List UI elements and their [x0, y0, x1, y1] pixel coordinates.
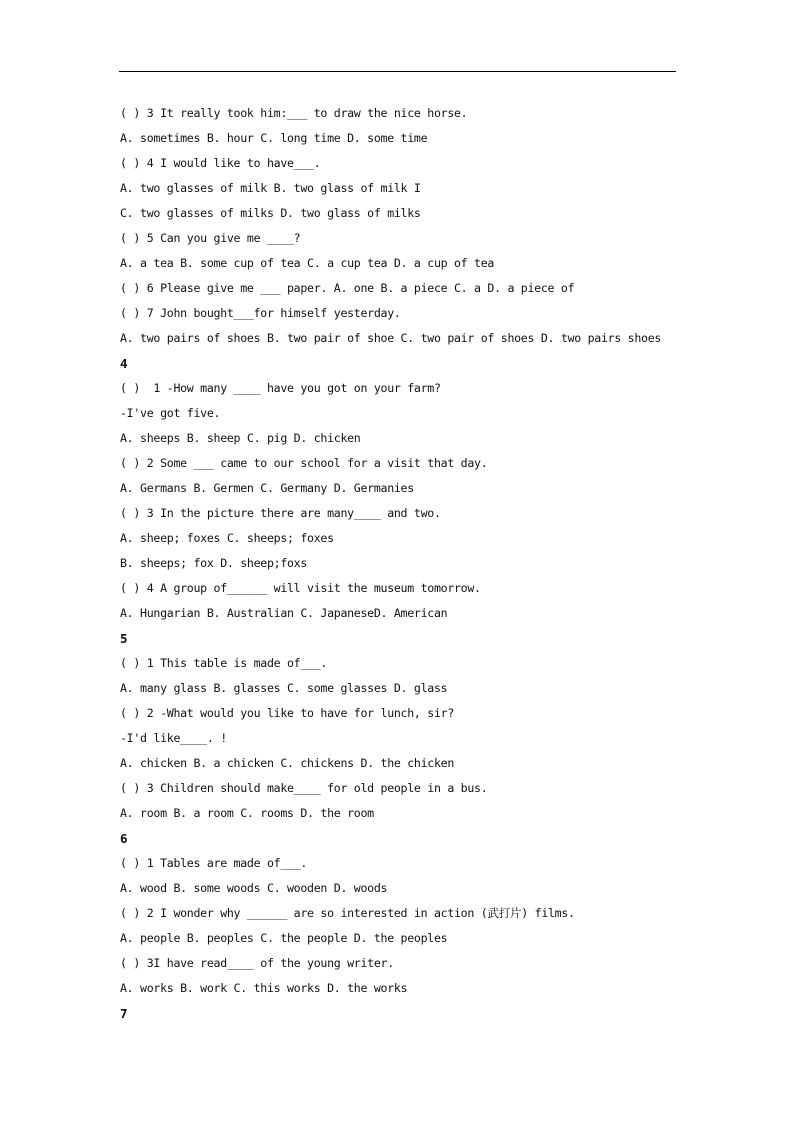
options-line: A. sometimes B. hour C. long time D. some time: [120, 131, 428, 145]
options-line: A. wood B. some woods C. wooden D. woods: [120, 881, 388, 895]
options-line: A. sheeps B. sheep C. pig D. chicken: [120, 431, 361, 445]
worksheet-content: [120, 101, 700, 1026]
options-line: A. Hungarian B. Australian C. JapaneseD. American: [120, 606, 448, 620]
options-line: A. two glasses of milk B. two glass of milk I: [120, 181, 421, 195]
question-line: ( ) 1 This table is made of___.: [120, 656, 328, 670]
section-number: 6: [120, 831, 128, 846]
options-line: A. a tea B. some cup of tea C. a cup tea D. a cup of tea: [120, 256, 495, 270]
options-line: A. chicken B. a chicken C. chickens D. the chicken: [120, 756, 455, 770]
options-line: A. people B. peoples C. the people D. the peoples: [120, 931, 448, 945]
options-line: C. two glasses of milks D. two glass of milks: [120, 206, 421, 220]
question-line: ( ) 6 Please give me ___ paper. A. one B. a piece C. a D. a piece of: [120, 281, 575, 295]
question-line: ( ) 1 -How many ____ have you got on your farm?: [120, 381, 441, 395]
section-number: 4: [120, 356, 128, 371]
options-line: A. two pairs of shoes B. two pair of shoe C. two pair of shoes D. two pairs shoes: [120, 331, 662, 345]
header-rule: [119, 71, 676, 72]
options-line: A. room B. a room C. rooms D. the room: [120, 806, 374, 820]
options-line: A. works B. work C. this works D. the works: [120, 981, 408, 995]
question-line: ( ) 2 Some ___ came to our school for a visit that day.: [120, 456, 488, 470]
options-line: A. Germans B. Germen C. Germany D. Germanies: [120, 481, 414, 495]
question-line: ( ) 4 I would like to have___.: [120, 156, 321, 170]
options-line: A. sheep; foxes C. sheeps; foxes: [120, 531, 334, 545]
question-line: ( ) 7 John bought___for himself yesterday.: [120, 306, 401, 320]
section-number: 5: [120, 631, 128, 646]
question-line: ( ) 2 -What would you like to have for lunch, sir?: [120, 706, 455, 720]
question-line: ( ) 3 It really took him:___ to draw the nice horse.: [120, 106, 468, 120]
answer-line: -I've got five.: [120, 406, 221, 420]
question-line: ( ) 2 I wonder why ______ are so interested in action (武打片) films.: [120, 906, 575, 920]
question-line: ( ) 1 Tables are made of___.: [120, 856, 308, 870]
question-line: ( ) 4 A group of______ will visit the museum tomorrow.: [120, 581, 481, 595]
question-line: ( ) 5 Can you give me ____?: [120, 231, 301, 245]
options-line: B. sheeps; fox D. sheep;foxs: [120, 556, 308, 570]
question-line: ( ) 3 In the picture there are many____ and two.: [120, 506, 441, 520]
question-line: ( ) 3I have read____ of the young writer.: [120, 956, 394, 970]
section-number: 7: [120, 1006, 128, 1021]
options-line: A. many glass B. glasses C. some glasses D. glass: [120, 681, 448, 695]
question-line: ( ) 3 Children should make____ for old people in a bus.: [120, 781, 488, 795]
answer-line: -I'd like____. !: [120, 731, 227, 745]
